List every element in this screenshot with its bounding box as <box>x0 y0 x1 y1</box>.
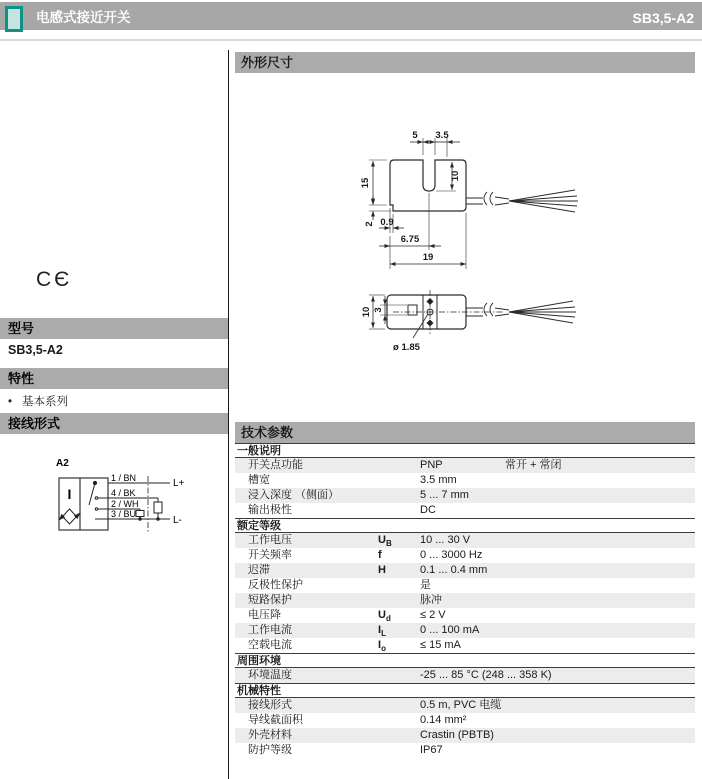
param-value: ≤ 15 mA <box>420 639 461 651</box>
table-row <box>235 713 695 728</box>
page-header-bar <box>0 2 702 30</box>
view1-cable <box>466 190 578 212</box>
param-symbol <box>378 488 420 503</box>
wire-label-wh: 2 / WH <box>111 499 139 509</box>
param-value: 0 ... 3000 Hz <box>420 549 483 561</box>
wire-label-bu: 3 / BU <box>111 509 137 519</box>
param-value: 是 <box>420 579 431 591</box>
param-value: 0.5 m, PVC 电缆 <box>420 699 502 711</box>
view1-extension-lines <box>369 138 466 269</box>
param-value: 0 ... 100 mA <box>420 624 480 636</box>
param-label: 反极性保护 <box>248 579 303 591</box>
table-row <box>235 563 695 578</box>
param-value-secondary: 常开 + 常闭 <box>505 459 562 471</box>
param-label: 空载电流 <box>248 639 292 651</box>
param-value: ≤ 2 V <box>420 609 446 621</box>
dim-2: 2 <box>364 221 375 227</box>
table-row <box>235 548 695 563</box>
model-value: SB3,5-A2 <box>8 343 63 357</box>
table-row <box>235 503 695 518</box>
section-header-model: 型号 <box>0 318 228 339</box>
param-label: 导线截面积 <box>248 714 303 726</box>
table-section-header: 机械特性 <box>235 683 695 698</box>
feature-list-item <box>8 393 68 409</box>
param-label: 浸入深度 （侧面） <box>248 489 340 501</box>
section-header-tech: 技术参数 <box>235 422 695 443</box>
param-symbol <box>378 458 420 473</box>
section-header-wiring: 接线形式 <box>0 413 228 434</box>
table-section-header: 一般说明 <box>235 443 695 458</box>
section-header-features: 特性 <box>0 368 228 389</box>
view1-dim-labels <box>360 130 461 263</box>
param-symbol: H <box>378 564 386 576</box>
param-label: 输出极性 <box>248 504 292 516</box>
dim-3-5: 3.5 <box>435 130 449 141</box>
wire-label-bn: 1 / BN <box>111 473 137 483</box>
table-section-header: 额定等级 <box>235 518 695 533</box>
header-separator <box>0 39 702 41</box>
param-symbol <box>378 578 420 593</box>
switch-contact <box>89 481 108 519</box>
dimension-drawing <box>235 80 695 415</box>
dim-19: 19 <box>422 252 434 263</box>
parameters-table <box>235 443 695 758</box>
param-label: 工作电压 <box>248 534 292 546</box>
column-divider <box>228 50 229 779</box>
dim-view2-10: 10 <box>361 306 372 318</box>
l-minus-label: L- <box>173 515 182 526</box>
param-value: DC <box>420 504 436 516</box>
param-symbol <box>378 503 420 518</box>
inductive-symbol-icon <box>59 509 81 524</box>
param-label: 迟滞 <box>248 564 270 576</box>
param-label: 电压降 <box>248 609 281 621</box>
brand-square-icon <box>5 6 23 32</box>
table-row <box>235 743 695 758</box>
feature-text: 基本系列 <box>22 396 68 408</box>
param-symbol: $U_d$ <box>378 609 391 624</box>
param-label: 开关点功能 <box>248 459 303 471</box>
l-plus-label: L+ <box>173 478 185 489</box>
table-section-header: 周围环境 <box>235 653 695 668</box>
param-value: 脉冲 <box>420 594 442 606</box>
param-label: 工作电流 <box>248 624 292 636</box>
table-row <box>235 698 695 713</box>
table-row <box>235 458 695 473</box>
param-symbol: f <box>378 549 382 561</box>
table-row <box>235 578 695 593</box>
table-row <box>235 728 695 743</box>
view2-dimension-lines <box>373 296 428 338</box>
dim-hole-diameter: ø 1.85 <box>393 342 420 353</box>
param-symbol <box>378 473 420 488</box>
param-value: IP67 <box>420 744 443 756</box>
param-label: 环境温度 <box>248 669 292 681</box>
table-row <box>235 533 695 548</box>
param-symbol: $I_L$ <box>378 624 386 639</box>
param-symbol <box>378 698 420 713</box>
wiring-diagram <box>40 452 210 552</box>
param-value: 3.5 mm <box>420 474 457 486</box>
param-value: 10 ... 30 V <box>420 534 471 546</box>
view2-body <box>387 290 503 334</box>
wire-label-bk: 4 / BK <box>111 488 136 498</box>
param-symbol <box>378 743 420 758</box>
param-symbol <box>378 668 420 683</box>
param-label: 槽宽 <box>248 474 270 486</box>
param-label: 防护等级 <box>248 744 292 756</box>
sensor-symbol: I <box>67 486 72 502</box>
sensor-box <box>59 478 108 530</box>
table-row <box>235 593 695 608</box>
table-row <box>235 668 695 683</box>
table-row <box>235 488 695 503</box>
param-symbol <box>378 728 420 743</box>
header-model-number: SB3,5-A2 <box>632 10 694 26</box>
param-value: PNP 常开 + 常闭 <box>420 459 562 471</box>
param-label: 开关频率 <box>248 549 292 561</box>
table-row <box>235 638 695 653</box>
section-header-dimensions: 外形尺寸 <box>235 52 695 73</box>
dim-10: 10 <box>450 170 461 182</box>
dim-6-75: 6.75 <box>400 234 420 245</box>
param-label: 接线形式 <box>248 699 292 711</box>
param-value: 5 ... 7 mm <box>420 489 469 501</box>
ce-mark: CЄ <box>36 268 73 291</box>
param-symbol <box>378 593 420 608</box>
param-value: 0.14 mm² <box>420 714 467 726</box>
view1-body <box>390 160 466 211</box>
param-symbol <box>378 713 420 728</box>
dim-view2-3: 3 <box>373 307 384 313</box>
bullet-icon: • <box>8 396 13 408</box>
param-symbol: $I_o$ <box>378 639 386 654</box>
param-label: 外壳材料 <box>248 729 292 741</box>
technical-parameters <box>235 422 695 758</box>
param-value: 0.1 ... 0.4 mm <box>420 564 488 576</box>
page-title: 电感式接近开关 <box>36 10 131 25</box>
param-value: Crastin (PBTB) <box>420 729 494 741</box>
param-symbol: $U_B$ <box>378 534 392 549</box>
param-label: 短路保护 <box>248 594 292 606</box>
table-row <box>235 608 695 623</box>
dim-0-9: 0.9 <box>380 217 394 228</box>
wiring-variant-label: A2 <box>56 458 69 469</box>
table-row <box>235 473 695 488</box>
view2-dim-labels <box>361 307 421 353</box>
dim-15: 15 <box>360 177 371 189</box>
param-value: -25 ... 85 °C (248 ... 358 K) <box>420 669 552 681</box>
table-row <box>235 623 695 638</box>
dim-5: 5 <box>412 130 418 141</box>
